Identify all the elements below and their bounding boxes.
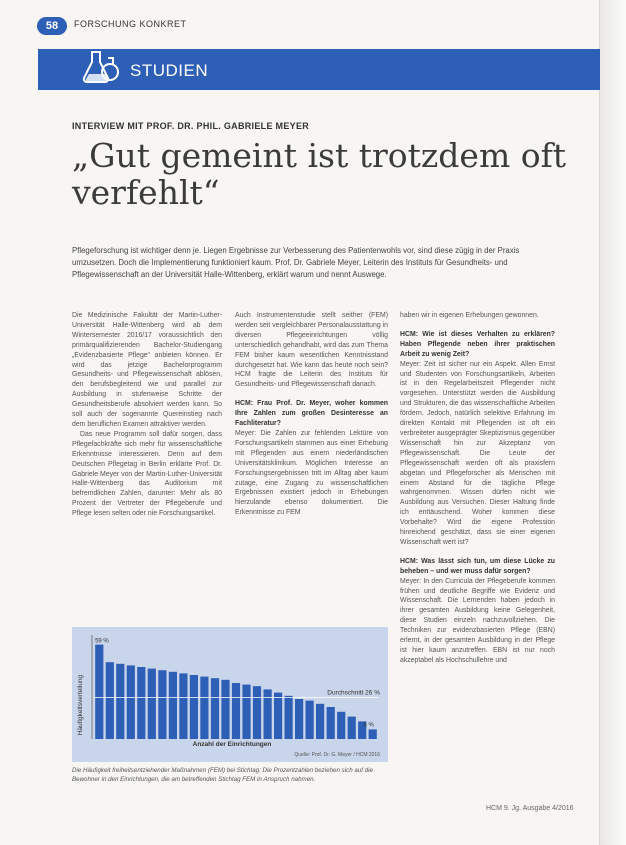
bar <box>169 672 177 739</box>
bar <box>285 696 293 739</box>
interview-question: HCM: Wie ist dieses Verhalten zu erklären? Haben Pflegende neben ihrer praktischen Arbeit zu wenig Zeit? <box>400 330 555 358</box>
bar <box>348 717 356 739</box>
min-data-label: 6 % <box>363 722 374 729</box>
bar <box>116 664 124 739</box>
bar <box>242 685 250 739</box>
section-label: STUDIEN <box>130 61 209 80</box>
bar <box>127 665 135 739</box>
chart-panel <box>72 627 388 762</box>
page-number: 58 <box>37 17 67 35</box>
bar <box>337 712 345 739</box>
column-3 <box>400 311 555 666</box>
mean-label: Durchschnitt 26 % <box>327 689 380 697</box>
bar <box>295 699 303 739</box>
bar <box>316 704 324 739</box>
chart-caption: Die Häufigkeit freiheitsentziehender Maßnahmen (FEM) bei Stichtag: Die Prozentzahlen beziehen sich auf die Bewohner in den Einrichtungen, die am betreffenden Stichtag FEM in Anspruch nahmen. <box>72 767 373 783</box>
lead-paragraph: Pflegeforschung ist wichtiger denn je. Liegen Ergebnisse zur Verbesserung des Patientenwohls vor, sind diese zügig in der Praxis umzusetzen. Doch die Implementierung funktioniert kaum. Prof. Dr. Gabriele Meyer, Leiterin des Instituts für Gesundheits- und Pflegewissenschaft an der Universität Halle-Wittenberg, erklärt warum und nennt Auswege. <box>72 246 520 279</box>
bar <box>106 662 114 739</box>
chart-source: Quelle: Prof. Dr. G. Meyer / HCM 2016 <box>294 752 380 758</box>
flask-icon <box>80 44 126 90</box>
body-paragraph: Die Medizinische Fakultät der Martin-Luther-Universität Halle-Wittenberg wird ab dem Wintersemester 2016/17 voraussichtlich den primärqualifizierenden Bachelor-Studiengang „Evidenzbasierte Pflege“ anbieten können. Er wird das jetzige Bachelorprogramm Gesundheits- und Pflegewissenschaft ablösen, den berufsbegleitend wie und parallel zur Ausbildung in stufenweise Schritte der Gesundheitsberufe absolviert werden kann. So soll auch der sogenannte Quereinstieg nach dem beruflichen Examen attraktiver werden. <box>72 312 222 428</box>
interview-question: HCM: Was lässt sich tun, um diese Lücke zu beheben – und wer muss dafür sorgen? <box>400 557 555 575</box>
interview-answer: Meyer: In den Curricula der Pflegeberufe kommen frühen und deutliche Begriffe wie Evidenz und Wissenschaft. Die Lernenden haben jedoch in ihrer gesamten Ausbildung keine Gelegenheit, diese Studien einzeln nachzuvollziehen. Die Techniken zur evidenzbasierten Pflege (EBN) erlernt, in der gesamten Ausbildung in der Pflege ist hier kaum anzutreffen. EBN ist nur noch akzeptabel als Hochschullehre und <box>400 577 555 664</box>
body-paragraph: Auch Instrumentenstudie stellt seither (FEM) werden seit vergleichbarer Personalausstattung in diversen Pflegeeinrichtungen völlig unterschiedlich gehandhabt, wird das zum Thema FEM bisher kaum wesentlichen Kenntnisstand durchgesetzt hat. Wie kann das heute noch sein? HCM fragte die Leiterin des Instituts für Gesundheits- und Pflegewissenschaft danach. <box>235 312 388 389</box>
bar <box>190 675 198 739</box>
bar <box>253 686 261 739</box>
bar-chart <box>72 627 388 762</box>
x-axis-label: Anzahl der Einrichtungen <box>192 741 272 748</box>
bar <box>306 701 314 739</box>
body-paragraph: Das neue Programm soll dafür sorgen, dass Pflegefachkräfte sich mehr für wissenschaftliche Erkenntnisse interessieren. Denn auf dem Deutschen Pflegetag in Berlin erklärte Prof. Dr. Gabriele Meyer von der Martin-Luther-Universität Halle-Wittenberg das Auditorium mit befremdlichen Zahlen, darunter: Mehr als 80 Prozent der Vertreter der Pflegeberufe und Pflege lesen selten oder nie Forschungsartikel. <box>72 430 222 518</box>
bar <box>137 667 145 739</box>
interview-answer: Meyer: Die Zahlen zur fehlenden Lektüre von Forschungsartikeln stammen aus einer Erhebung mit Pflegenden aus einem niederländischen Universitätsklinikum. Möglichen Interesse an Forschungsergebnissen tritt im Alltag aber kaum zutage, eine Zugang zu wissenschaftlichen Ergebnissen existiert jedoch in Erhebungen hierzulande ebenso dokumentiert. Die Erkenntnisse zu FEM <box>235 429 388 517</box>
bar <box>369 729 377 739</box>
bar <box>158 670 166 739</box>
y-axis-label: Häufigkeitsverteilung <box>77 674 84 736</box>
page-footer: HCM 9. Jg. Ausgabe 4/2016 <box>486 805 574 812</box>
interview-kicker: INTERVIEW MIT PROF. DR. PHIL. GABRIELE MEYER <box>72 121 310 131</box>
page-edge <box>599 0 626 845</box>
column-2 <box>235 311 388 518</box>
body-paragraph: haben wir in eigenen Erhebungen gewonnen. <box>400 312 539 319</box>
headline: „Gut gemeint ist trotzdem oft verfehlt“ <box>72 136 567 212</box>
bar <box>148 669 156 739</box>
bar <box>179 673 187 739</box>
interview-question: HCM: Frau Prof. Dr. Meyer, woher kommen Ihre Zahlen zum großen Desinteresse an Fachliteratur? <box>235 400 388 428</box>
section-kicker: FORSCHUNG KONKRET <box>74 19 187 29</box>
interview-answer: Meyer: Zeit ist sicher nur ein Aspekt. Allen Ernst und Studenten von Forschungsartikeln, Arbeiten ist in den Regelarbeitszeit Pflegender nicht vorgesehen. Unterstützt werden die Ausbildung und Strukturen, die das wissenschaftliche Arbeiten fördern. Jedoch, natürlich selektive Erfahrung im direkten Kontakt mit Pflegenden ist oft ein verbreiteter ausgeprägter Skeptizismus gegenüber Wissenschaft hin zur Akzeptanz von Pflegewissenschaft. Die Leute der Pflegewissenschaft werden oft als praxisfern abgetan und Pflegeforscher als Menschen mit einem Abstand für die tägliche Pflege wahrgenommen. Wissen dürfen nicht wie Ausbildung aus Versuchen. Dieser Haltung finde ich enttäuschend. Woher kommen diese Vorbehalte? Wird die eigene Profession hinreichend geschätzt, dass sie einer eigenen Wissenschaft wert ist? <box>400 360 555 546</box>
bar <box>221 680 229 739</box>
max-data-label: 59 % <box>95 638 109 645</box>
bar <box>232 683 240 739</box>
bar <box>264 689 272 739</box>
bar <box>211 678 219 739</box>
column-1 <box>72 311 222 519</box>
bar <box>200 677 208 739</box>
bar <box>327 707 335 739</box>
bar <box>274 693 282 739</box>
bar <box>95 645 103 739</box>
